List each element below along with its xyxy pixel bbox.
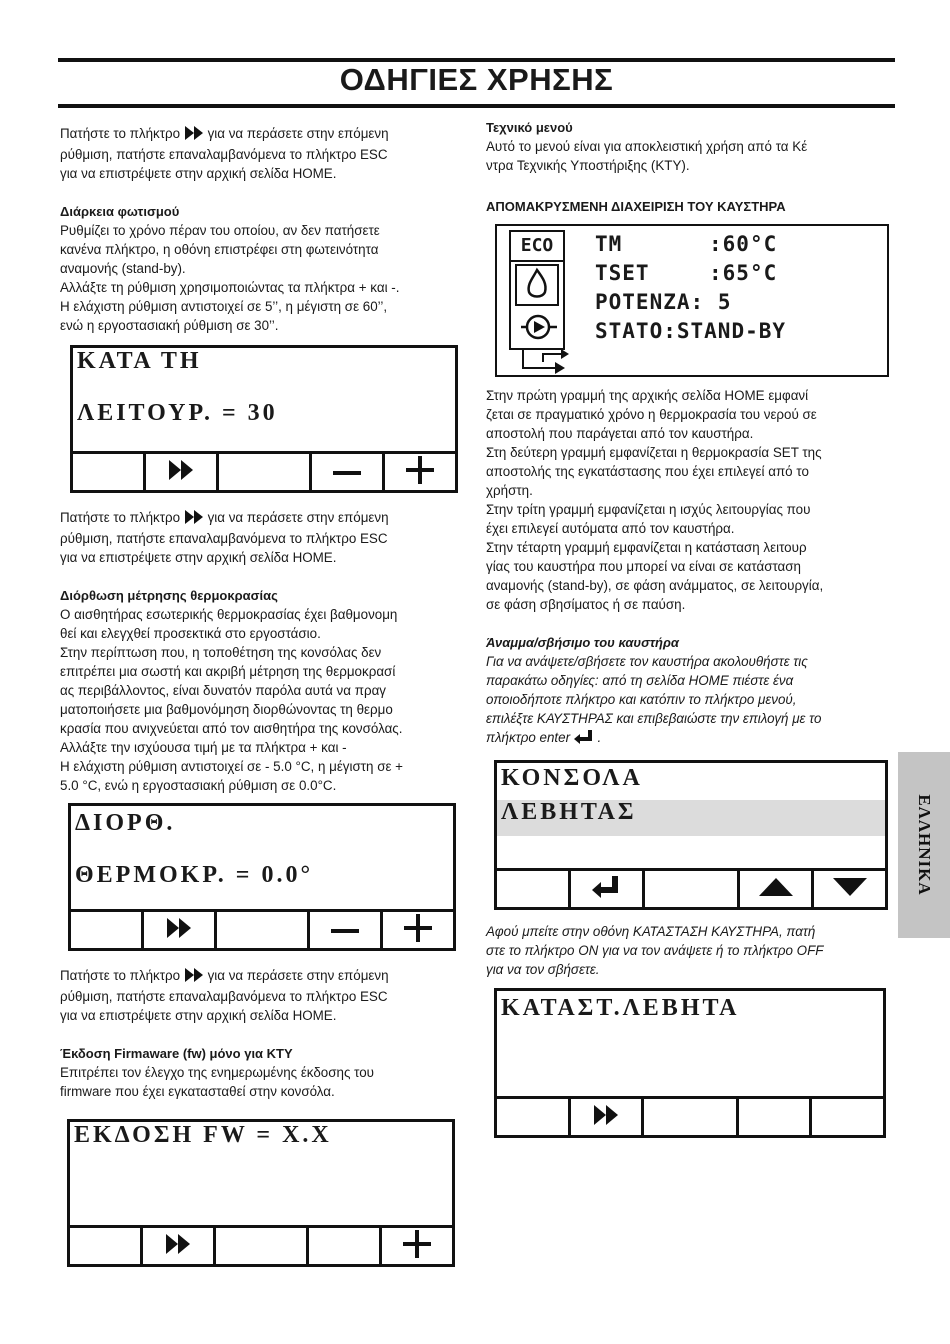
enter-icon [592, 876, 620, 903]
power-value: 5 [717, 290, 732, 314]
boiler-row-potenza: POTENZA: 5 [595, 290, 732, 314]
status-icon-panel [509, 230, 565, 350]
forward-icon [166, 918, 192, 943]
softkey-3[interactable] [645, 871, 740, 907]
water-temp-value: 60°C [722, 232, 778, 256]
forward-icon [184, 968, 204, 987]
forward-icon [168, 460, 194, 485]
tech-heading: Τεχνικό μενού [486, 120, 573, 135]
home-description: Στην πρώτη γραμμή της αρχικής σελίδα HOME εμφανί ζεται σε πραγματικό χρόνο η θερμοκρασία του νερού σε αποστολή που παράγεται από τον καυστήρα. Στη δεύτερη γραμμή εμφανίζεται η θερμοκρασία SET της αποστολής της εγκατάστασης που έχει επιλεγεί από το χρήστη. Στην τρίτη γραμμή εμφανίζεται η ισχύς λειτουργίας που έχει επιλεγεί αυτόματα από τον καυστήρα. Στην τέταρτη γραμμή εμφανίζεται η κατάσταση λειτουρ γίας του καυστήρα που μπορεί να είναι σε κατάσταση αναμονής (stand-by), σε φάση ανάμματος, σε λειτουργία, σε φάση σβησίματος ή σε παύση. Άναμμα/σβήσιμο του καυστήρα Για να ανάψετε/σβήσετε τον καυστήρα ακολουθήστε τις παρακάτω οδηγίες: από τη σελίδα HOME πιέστε ένα οποιοδήποτε πλήκτρο και κατόπιν το πλήκτρο μενού, επιλέξτε ΚΑΥΣΤΗΡΑΣ και επιβεβαιώστε την επιλογή με το πλήκτρο enter . [486, 386, 896, 749]
up-button[interactable] [740, 871, 814, 907]
state-value: STAND-BY [676, 319, 787, 343]
lcd-firmware-version [67, 1119, 455, 1267]
minus-icon [333, 463, 361, 481]
temp-section: Πατήστε το πλήκτρο για να περάσετε στην επόμενη ρύθμιση, πατήστε επαναλαμβανόμενα το πλήκτρο ESC για να επιστρέψετε στην αρχική σελίδα HOME. Διόρθωση μέτρησης θερμοκρασίας Ο αισθητήρας εσωτερικής θερμοκρασίας έχει βαθμονομη θεί και ελεγχθεί προσεκτικά στο εργοστάσιο. Στην περίπτωση που, η τοποθέτηση της κονσόλας δεν επιτρέπει μια σωστή και ακριβή μέτρηση της θερμοκρασί ας περιβάλλοντος, είναι δυνατόν παρόλα αυτά να πραγ ματοποιήσετε μια βαθμονόμηση διορθώνοντας τη θερμο κρασία που ανιχνεύεται από τον αισθητήρα της κονσόλας. Αλλάξτε την ισχύουσα τιμή με τα πλήκτρα + και - Η ελάχιστη ρύθμιση αντιστοιχεί σε - 5.0 °C, η μέγιστη σε + 5.0 °C, ενώ η εργοστασιακή ρύθμιση σε 0.0°C. [60, 508, 470, 795]
set-temp-value: 65°C [722, 261, 778, 285]
next-button[interactable] [144, 912, 217, 948]
lcd-line-1: ΚΑΤΑΣΤ.ΛΕΒΗΤΑ [501, 995, 740, 1021]
lcd-boiler-state [494, 988, 886, 1138]
softkey-1[interactable] [497, 1099, 571, 1135]
softkey-3[interactable] [644, 1099, 739, 1135]
down-button[interactable] [814, 871, 885, 907]
eco-label: ECO [511, 232, 563, 262]
softkey-3[interactable] [216, 1228, 310, 1264]
up-arrow-icon [759, 878, 793, 901]
plus-button[interactable] [385, 454, 455, 490]
lcd-line-1: ΕΚΔΟΣΗ FW = X.X [74, 1122, 332, 1148]
enter-button[interactable] [571, 871, 645, 907]
lcd-line-1: ΚΑΤΑ ΤΗ [77, 348, 202, 374]
remote-heading: ΑΠΟΜΑΚΡΥΣΜΕΝΗ ΔΙΑΧΕΙΡΙΣΗ ΤΟΥ ΚΑΥΣΤΗΡΑ [486, 199, 786, 214]
lighting-heading: Διάρκεια φωτισμού [60, 204, 180, 219]
boiler-row-tm: TM [595, 232, 623, 256]
language-tab: ΕΛΛΗΝΙΚΑ [898, 752, 950, 938]
softkey-4[interactable] [309, 1228, 382, 1264]
next-button[interactable] [571, 1099, 645, 1135]
flame-icon [515, 264, 559, 306]
intro-text: Πατήστε το πλήκτρο για να περάσετε στην επόμενη ρύθμιση, πατήστε επαναλαμβανόμενα το πλήκτρο ESC για να επιστρέψετε στην αρχική σελίδα HOME. Διάρκεια φωτισμού Ρυθμίζει το χρόνο πέραν του οποίου, αν δεν πατήσετε κανένα πλήκτρο, η οθόνη επιστρέφει στη φωτεινότητα αναμονής (stand-by). Αλλάξτε τη ρύθμιση χρησιμοποιώντας τα πλήκτρα + και -. Η ελάχιστη ρύθμιση αντιστοιχεί σε 5’’, η μέγιστη σε 60’’, ενώ η εργοστασιακή ρύθμιση σε 30’’. [60, 124, 470, 335]
boiler-home-display: ECO TM :60°C TSET :65°C POTENZA: 5 STATO:STAND-BY [495, 224, 889, 377]
softkey-1[interactable] [73, 454, 146, 490]
softkey-1[interactable] [70, 1228, 143, 1264]
menu-item-boiler[interactable]: ΛΕΒΗΤΑΣ [501, 799, 637, 825]
minus-icon [331, 921, 359, 939]
title-underline [58, 104, 895, 108]
fw-section: Πατήστε το πλήκτρο για να περάσετε στην επόμενη ρύθμιση, πατήστε επαναλαμβανόμενα το πλήκτρο ESC για να επιστρέψετε στην αρχική σελίδα HOME. Έκδοση Firmaware (fw) μόνο για ΚΤΥ Επιτρέπει τον έλεγχο της ενημερωμένης έκδοσης του firmware που έχει εγκατασταθεί στην κονσόλα. [60, 966, 470, 1101]
plus-button[interactable] [382, 1228, 452, 1264]
water-flow-icon [521, 348, 581, 379]
lcd-line-2: ΛΕΙΤΟΥΡ. = 30 [77, 400, 278, 426]
plus-button[interactable] [383, 912, 453, 948]
boiler-row-stato: STATO:STAND-BY [595, 319, 787, 343]
lcd-line-1: ΔΙΟΡΘ. [75, 810, 176, 836]
next-button[interactable] [143, 1228, 216, 1264]
forward-icon [593, 1105, 619, 1130]
temp-heading: Διόρθωση μέτρησης θερμοκρασίας [60, 588, 278, 603]
softkey-3[interactable] [217, 912, 311, 948]
softkey-4[interactable] [739, 1099, 813, 1135]
boiler-row-tset: TSET [595, 261, 650, 285]
plus-icon [404, 914, 432, 947]
minus-button[interactable] [312, 454, 385, 490]
onoff-heading: Άναμμα/σβήσιμο του καυστήρα [486, 635, 679, 650]
down-arrow-icon [833, 878, 867, 901]
lcd-temp-correction [68, 803, 456, 951]
plus-icon [403, 1230, 431, 1263]
plus-icon [406, 456, 434, 489]
next-button[interactable] [146, 454, 219, 490]
forward-icon [165, 1234, 191, 1259]
tech-menu-section: Τεχνικό μενού Αυτό το μενού είναι για αποκλειστική χρήση από τα Κέ ντρα Τεχνικής Υποστήριξης (ΚΤΥ). ΑΠΟΜΑΚΡΥΣΜΕΝΗ ΔΙΑΧΕΙΡΙΣΗ ΤΟΥ ΚΑΥΣΤΗΡΑ [486, 118, 896, 216]
forward-icon [184, 510, 204, 529]
menu-item-console[interactable]: ΚΟΝΣΟΛΑ [501, 765, 643, 791]
minus-button[interactable] [310, 912, 383, 948]
forward-icon [184, 126, 204, 145]
enter-icon [574, 730, 594, 749]
pump-icon [521, 312, 557, 347]
lcd-console-boiler-menu [494, 760, 888, 910]
fw-heading: Έκδοση Firmaware (fw) μόνο για ΚΤΥ [60, 1046, 293, 1061]
boiler-state-text: Αφού μπείτε στην οθόνη ΚΑΤΑΣΤΑΣΗ ΚΑΥΣΤΗΡΑ, πατή στε το πλήκτρο ON για να τον ανάψετε ή το πλήκτρο OFF για να τον σβήσετε. [486, 924, 824, 977]
softkey-1[interactable] [497, 871, 571, 907]
softkey-5[interactable] [812, 1099, 883, 1135]
lcd-lighting-duration [70, 345, 458, 493]
lcd-line-2: ΘΕΡΜΟΚΡ. = 0.0° [75, 862, 314, 888]
softkey-1[interactable] [71, 912, 144, 948]
softkey-3[interactable] [219, 454, 313, 490]
page-title: ΟΔΗΓΙΕΣ ΧΡΗΣΗΣ [339, 62, 614, 97]
